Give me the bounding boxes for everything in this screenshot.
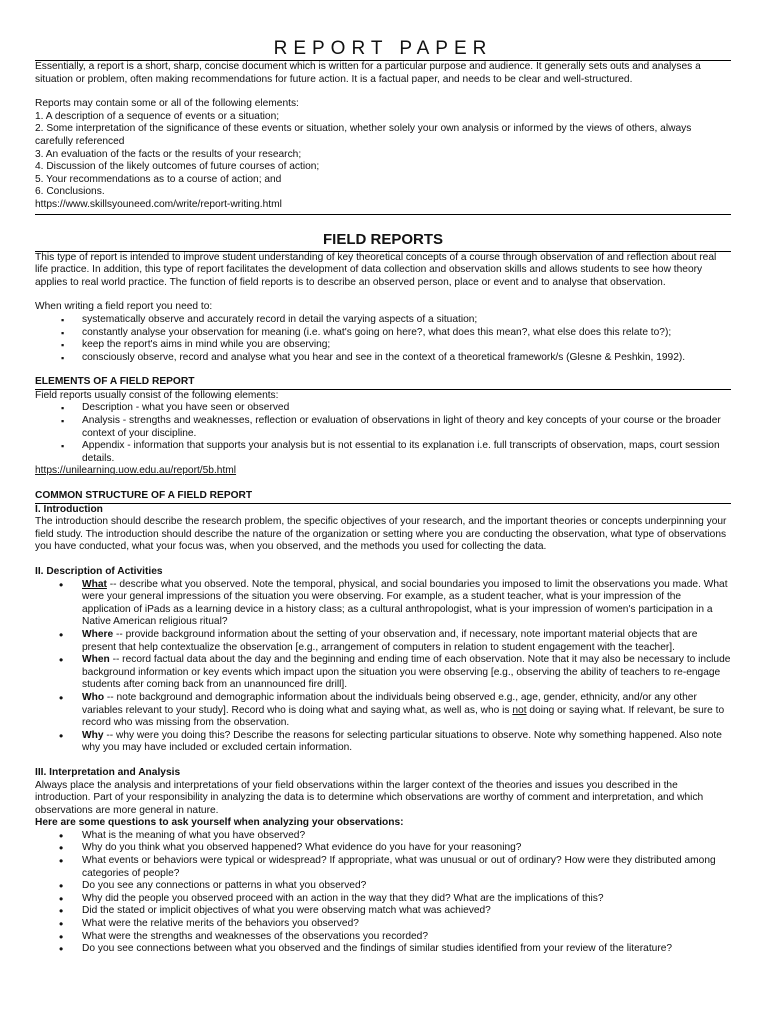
question-item: • Do you see connections between what you observed and the findings of similar studies identified from your review of the literature? bbox=[35, 943, 731, 956]
activity-keyword: Who bbox=[82, 691, 105, 703]
question-item: • What is the meaning of what you have observed? bbox=[35, 830, 731, 843]
interpretation-text: Always place the analysis and interpretations of your field observations within the larger context of the theories and issues you described in the introduction. Part of your responsibility in analyzing the data is to determine which observations are worthy of comment and interpretation, and which observations are more general in nature. bbox=[35, 779, 704, 816]
list-item: 3. An evaluation of the facts or the results of your research; bbox=[35, 148, 302, 160]
activities-list bbox=[35, 579, 731, 755]
report-elements-list bbox=[35, 111, 731, 199]
activity-item bbox=[35, 654, 731, 692]
activity-emphasis: not bbox=[512, 704, 527, 716]
question-item: • Why do you think what you observed happened? What evidence do you have for your reasoning? bbox=[35, 842, 731, 855]
field-intro: This type of report is intended to improve student understanding of key theoretical concepts of a course through observation of and reflection about real life practice. In addition, this type of report facilitates the development of data collection and observation skills and allows students to see how theory applies to real world practice. The function of field reports is to describe an observed person, place or event and to analyse that observation. bbox=[35, 251, 717, 288]
questions-list bbox=[35, 830, 731, 956]
section-title-field-reports: FIELD REPORTS bbox=[322, 230, 443, 248]
list-item: 1. A description of a sequence of events or a situation; bbox=[35, 110, 280, 122]
activity-text: -- provide background information about the setting of your observation and, if necessary, note important material objects that are present that help contextualize the observation [e.g., arrangement of computers in relation to student engagement with the teacher]. bbox=[82, 628, 698, 653]
list-item: ▪ consciously observe, record and analyse what you hear and see in the context of a theoretical framework/s (Glesne & Peshkin, 1992). bbox=[35, 352, 731, 365]
elements-intro: Field reports usually consist of the following elements: bbox=[35, 389, 279, 401]
question-item: • Why did the people you observed proceed with an action in the way that they did? What are the implications of this? bbox=[35, 893, 731, 906]
questions-intro: Here are some questions to ask yourself when analyzing your observations: bbox=[35, 817, 404, 829]
list-item: ▪ keep the report's aims in mind while you are observing; bbox=[35, 339, 731, 352]
list-item: 6. Conclusions. bbox=[35, 186, 105, 198]
field-need-list bbox=[35, 314, 731, 364]
activity-item bbox=[35, 692, 731, 730]
activity-keyword: Where bbox=[82, 628, 114, 640]
question-item: • What events or behaviors were typical or widespread? If appropriate, what was unusual or out of ordinary? How were they distributed among categories of people? bbox=[35, 855, 731, 880]
report-source-link[interactable]: https://www.skillsyouneed.com/write/report-writing.html bbox=[35, 198, 282, 210]
list-item: 4. Discussion of the likely outcomes of future courses of action; bbox=[35, 161, 320, 173]
list-item: ▪ Description - what you have seen or observed bbox=[35, 402, 731, 415]
list-item: ▪ Analysis - strengths and weaknesses, reflection or evaluation of observations in light of theory and key concepts of your course or the broader context of your discipline. bbox=[35, 415, 731, 440]
activity-keyword: What bbox=[82, 578, 107, 590]
section-divider bbox=[35, 214, 731, 215]
activity-item bbox=[35, 579, 731, 629]
list-item: ▪ systematically observe and accurately record in detail the varying aspects of a situation; bbox=[35, 314, 731, 327]
activity-item bbox=[35, 730, 731, 755]
question-item: • Did the stated or implicit objectives of what you were observing match what was achieved? bbox=[35, 905, 731, 918]
list-item: 5. Your recommendations as to a course of action; and bbox=[35, 173, 282, 185]
activity-text: doing or saying what. If relevant, be sure to record who was missing from the observation. bbox=[82, 704, 725, 729]
report-intro: Essentially, a report is a short, sharp, concise document which is written for a particular purpose and audience. It generally sets outs and analyses a situation or problem, often making recommendations for future action. It is a factual paper, and needs to be clear and well-structured. bbox=[35, 61, 701, 85]
question-item: • What were the strengths and weaknesses of the observations you recorded? bbox=[35, 931, 731, 944]
field-need-intro: When writing a field report you need to: bbox=[35, 301, 213, 313]
report-elements-intro: Reports may contain some or all of the following elements: bbox=[35, 98, 299, 110]
list-item: ▪ Appendix - information that supports your analysis but is not essential to its explanation i.e. full transcripts of observation, maps, court session details. bbox=[35, 440, 731, 465]
activity-text: -- describe what you observed. Note the temporal, physical, and social boundaries you imposed to limit the observations you made. What were your general impressions of the situation you were observing. For example, as a student teacher, what is your impression of the application of iPads as a learning device in a history class; as a cultural anthropologist, what is your impression of women's participation in a Native American religious ritual? bbox=[82, 578, 728, 628]
activity-item bbox=[35, 629, 731, 654]
activity-text: -- note background and demographic information about the individuals being observed e.g., age, gender, ethnicity, and/or any other variables relevant to your study]. Record who is doing what and saying what, as well as, who is bbox=[82, 691, 697, 716]
list-item: 2. Some interpretation of the significance of these events or situation, whether solely your own analysis or informed by the views of others, always carefully referenced bbox=[35, 123, 692, 147]
activity-keyword: Why bbox=[82, 729, 104, 741]
activity-text: -- why were you doing this? Describe the reasons for selecting particular situations to observe. Note why something happened. Also note why you may have included or excluded certain information. bbox=[82, 729, 722, 754]
question-item: • What were the relative merits of the behaviors you observed? bbox=[35, 918, 731, 931]
elements-heading: ELEMENTS OF A FIELD REPORT bbox=[35, 376, 195, 388]
question-item: • Do you see any connections or patterns in what you observed? bbox=[35, 880, 731, 893]
activities-heading: II. Description of Activities bbox=[35, 566, 163, 577]
field-elements-list bbox=[35, 402, 731, 465]
activity-text: -- record factual data about the day and the beginning and ending time of each observation. Note that it may also be necessary to include background information or key events which impact upon the situation you were observing [e.g., observing the ability of teachers to re-engage students after coming back from an unannounced fire drill]. bbox=[82, 654, 731, 691]
introduction-text: The introduction should describe the research problem, the specific objectives of your research, and the important theories or concepts underpinning your field study. The introduction should describe the nature of the organization or setting where you are conducting the observation, what type of observations you have conducted, what your focus was, when you observed, and the methods you used for collecting the data. bbox=[35, 516, 727, 553]
structure-heading: COMMON STRUCTURE OF A FIELD REPORT bbox=[35, 490, 253, 502]
introduction-heading: I. Introduction bbox=[35, 503, 103, 515]
activity-keyword: When bbox=[82, 654, 110, 666]
page-title: REPORT PAPER bbox=[273, 38, 493, 59]
interpretation-heading: III. Interpretation and Analysis bbox=[35, 766, 181, 778]
document-page bbox=[35, 38, 731, 956]
elements-source-link[interactable]: https://unilearning.uow.edu.au/report/5b.html bbox=[35, 465, 237, 477]
list-item: ▪ constantly analyse your observation for meaning (i.e. what's going on here?, what does this mean?, what else does this relate to?); bbox=[35, 327, 731, 340]
